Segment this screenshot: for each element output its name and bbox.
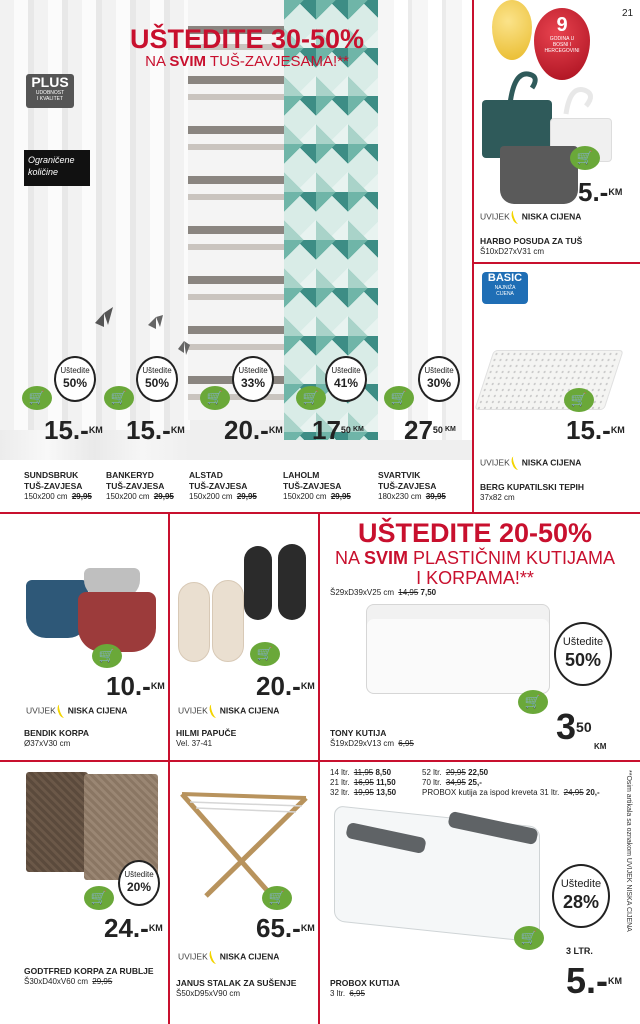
sub-bold: SVIM: [363, 548, 408, 568]
curtain-headline: UŠTEDITE 30-50%: [129, 24, 365, 54]
product-berg: [480, 482, 584, 503]
cart-icon[interactable]: 🛒: [250, 642, 280, 666]
product-name: SVARTVIK: [378, 470, 421, 480]
price-value: 5.-: [566, 960, 609, 1001]
cart-icon[interactable]: 🛒: [564, 388, 594, 412]
tony-box-image: [366, 604, 550, 694]
currency: KM: [170, 425, 185, 435]
price-godtfred: [104, 914, 163, 942]
harbo-hook-icons: [500, 66, 610, 126]
basic-line1: NAJNIŽA: [494, 285, 516, 291]
size: 32 ltr.: [330, 788, 350, 797]
boxes-subheadline-line3: I KORPAMA!**: [416, 568, 534, 588]
probox-row: [422, 768, 632, 778]
basic-title: BASIC: [487, 272, 523, 284]
currency: KM: [300, 923, 315, 933]
tony-variant: [330, 588, 436, 598]
curtain-subheadline: [108, 54, 386, 70]
janus-drying-rack-image: [176, 788, 316, 900]
old: 24,95: [563, 788, 584, 797]
price-alstad: [224, 416, 283, 444]
product-type: TUŠ-ZAVJESA: [378, 481, 437, 491]
footnote-vertical: **Osim artikala sa oznakom UVIJEK NISKA CIJENA: [625, 770, 632, 932]
product-name: GODTFRED KORPA ZA RUBLJE: [24, 966, 154, 976]
limited-line2: količine: [28, 167, 59, 177]
uvijek-label: [480, 210, 581, 224]
divider: [168, 512, 170, 1024]
product-godtfred: [24, 966, 164, 987]
sub-post: PLASTIČNIM KUTIJAMA: [408, 548, 616, 568]
price-value: 65.-: [256, 913, 301, 943]
save-pct: 33%: [240, 376, 266, 390]
currency: KM: [444, 426, 456, 433]
currency: KM: [608, 976, 623, 986]
save-bubble-alstad: [232, 356, 274, 402]
product-dims: [24, 492, 108, 502]
cart-icon[interactable]: 🛒: [92, 644, 122, 668]
price-berg: [566, 416, 625, 444]
product-type: TUŠ-ZAVJESA: [24, 481, 83, 491]
slipper-beige-left: [178, 582, 210, 662]
price-laholm: [312, 416, 364, 444]
currency: KM: [594, 742, 607, 751]
old-price: 29,95: [71, 492, 92, 501]
old-price: 6,95: [398, 739, 414, 748]
save-bubble-tony: [554, 622, 612, 686]
uvijek-right: NISKA CIJENA: [219, 705, 280, 716]
price-value: 15.-: [126, 415, 171, 445]
size: 70 ltr.: [422, 778, 442, 787]
product-name: TONY KUTIJA: [330, 728, 387, 738]
yellow-balloon: [492, 0, 532, 60]
price-svartvik: [404, 416, 456, 444]
variant-dims: Š29xD39xV25 cm: [330, 588, 395, 597]
price-sundsbruk: [44, 416, 103, 444]
balloon-number: 9: [556, 14, 568, 36]
product-probox: [330, 978, 400, 999]
currency: KM: [300, 681, 315, 691]
price-cents: 50: [576, 719, 592, 735]
save-bubble-sundsbruk: [54, 356, 96, 402]
save-pct: 50%: [144, 376, 170, 390]
bath-mat-image: [474, 350, 623, 410]
save-bubble-laholm: [325, 356, 367, 402]
bed-text: PROBOX kutija za ispod kreveta 31 ltr.: [422, 788, 560, 797]
slipper-beige-right: [212, 580, 244, 662]
divider: [0, 512, 640, 514]
size: 21 ltr.: [330, 778, 350, 787]
uvijek-right: NISKA CIJENA: [67, 705, 128, 716]
old-price: 29,95: [236, 492, 257, 501]
price-value: 20.-: [256, 671, 301, 701]
uvijek-label: [480, 456, 581, 470]
save-bubble-godtfred: [118, 860, 160, 906]
product-dims: Vel. 37-41: [176, 739, 213, 748]
price-value: 3: [556, 706, 577, 747]
dims: Š19xD29xV13 cm: [330, 739, 395, 748]
new: 20,-: [585, 788, 600, 797]
divider: [472, 0, 474, 512]
product-dims: 37x82 cm: [480, 493, 515, 502]
harbo-basket-grey: [500, 146, 578, 204]
product-dims: [106, 492, 190, 502]
basic-line2: CIJENA: [496, 291, 514, 297]
balloon-line1: GODINA U: [549, 36, 575, 42]
product-dims: [378, 492, 470, 502]
uvijek-left: UVIJEK: [480, 211, 510, 222]
price-tony: [556, 708, 592, 746]
product-dims: [24, 977, 164, 987]
basic-badge: [482, 272, 528, 304]
probox-size-label: 3 LTR.: [566, 946, 593, 956]
balloon-line2: BOSNI I: [552, 42, 572, 48]
sub-bold: SVIM: [169, 53, 207, 70]
new: 13,50: [376, 788, 397, 797]
currency: KM: [608, 187, 623, 197]
price-hilmi: [256, 672, 315, 700]
save-pct: 28%: [562, 892, 600, 912]
save-bubble-bankeryd: [136, 356, 178, 402]
bendik-basket-red: [78, 592, 156, 652]
product-type: TUŠ-ZAVJESA: [283, 481, 342, 491]
old-price: 29,95: [153, 492, 174, 501]
boxes-subheadline: [330, 548, 620, 568]
godtfred-basket-dark: [26, 772, 88, 872]
divider: [318, 512, 320, 1024]
old-price: 39,95: [425, 492, 446, 501]
price-value: 24.-: [104, 913, 149, 943]
product-dims: [330, 739, 414, 749]
save-word: Uštedite: [238, 366, 268, 375]
save-bubble-svartvik: [418, 356, 460, 402]
currency: KM: [268, 425, 283, 435]
size: 52 ltr.: [422, 768, 442, 777]
old: 11,95: [353, 768, 374, 777]
variant-old: 14,95: [398, 588, 419, 597]
probox-row: [422, 778, 632, 788]
cart-icon[interactable]: 🛒: [514, 926, 544, 950]
save-word: Uštedite: [124, 870, 154, 879]
sub-post: TUŠ-ZAVJESAMA!**: [206, 53, 349, 70]
save-word: Uštedite: [142, 366, 172, 375]
uvijek-label: [26, 704, 127, 718]
cart-icon[interactable]: 🛒: [200, 386, 230, 410]
dims: 150x200 cm: [106, 492, 150, 501]
cart-icon[interactable]: 🛒: [104, 386, 134, 410]
product-dims: [330, 989, 400, 999]
size: 14 ltr.: [330, 768, 350, 777]
uvijek-label: [178, 950, 279, 964]
new: 8,50: [375, 768, 392, 777]
uvijek-right: NISKA CIJENA: [521, 211, 582, 222]
save-pct: 20%: [126, 880, 152, 894]
plus-line2: I KVALITET: [36, 96, 64, 102]
save-word: Uštedite: [60, 366, 90, 375]
product-sundsbruk: [24, 470, 108, 502]
product-name: JANUS STALAK ZA SUŠENJE: [176, 978, 297, 988]
product-name: ALSTAD: [189, 470, 223, 480]
limited-line1: Ograničene: [28, 155, 75, 165]
product-type: TUŠ-ZAVJESA: [106, 481, 165, 491]
save-word: Uštedite: [562, 636, 604, 648]
sub-pre: NA: [334, 548, 364, 568]
plus-badge: [26, 74, 74, 108]
save-word: Uštedite: [560, 878, 602, 890]
divider: [474, 262, 640, 264]
currency: KM: [88, 425, 103, 435]
cart-icon[interactable]: 🛒: [84, 886, 114, 910]
uvijek-label: [178, 704, 279, 718]
product-name: BANKERYD: [106, 470, 154, 480]
product-dims: [189, 492, 281, 502]
save-word: Uštedite: [331, 366, 361, 375]
page-number: 21: [622, 8, 634, 19]
sub-pre: NA: [145, 53, 170, 70]
cart-icon[interactable]: 🛒: [22, 386, 52, 410]
price-value: 27: [404, 415, 433, 445]
uvijek-right: NISKA CIJENA: [219, 951, 280, 962]
uvijek-left: UVIJEK: [178, 705, 208, 716]
price-probox: [566, 962, 622, 1000]
uvijek-left: UVIJEK: [480, 457, 510, 468]
product-name: HARBO POSUDA ZA TUŠ: [480, 236, 583, 246]
old: 29,95: [445, 768, 466, 777]
dims: Š30xD40xV60 cm: [24, 977, 89, 986]
product-alstad: [189, 470, 281, 502]
product-name: LAHOLM: [283, 470, 320, 480]
old-price: 6,95: [349, 989, 365, 998]
price-cents: 50: [340, 425, 351, 435]
product-tony: [330, 728, 414, 749]
price-bankeryd: [126, 416, 185, 444]
product-dims: Š10xD27xV31 cm: [480, 247, 545, 256]
product-type: TUŠ-ZAVJESA: [189, 481, 248, 491]
price-cents: 50: [432, 425, 443, 435]
uvijek-left: UVIJEK: [26, 705, 56, 716]
new: 22,50: [468, 768, 489, 777]
divider: [0, 760, 320, 762]
product-name: PROBOX KUTIJA: [330, 978, 400, 988]
balloon-line3: HERCEGOVINI: [544, 48, 580, 54]
product-hilmi: [176, 728, 236, 749]
product-bendik: [24, 728, 89, 749]
product-name: BERG KUPATILSKI TEPIH: [480, 482, 585, 492]
cart-icon[interactable]: 🛒: [518, 690, 548, 714]
old-price: 29,95: [92, 977, 113, 986]
dims: 180x230 cm: [378, 492, 422, 501]
cart-icon[interactable]: 🛒: [384, 386, 414, 410]
cart-icon[interactable]: 🛒: [570, 146, 600, 170]
plus-title: PLUS: [31, 74, 69, 90]
dims: 150x200 cm: [189, 492, 233, 501]
product-dims: [283, 492, 375, 502]
product-svartvik: [378, 470, 470, 502]
price-value: 20.-: [224, 415, 269, 445]
slipper-black-left: [244, 546, 272, 620]
product-bankeryd: [106, 470, 190, 502]
butterfly-icons: [90, 305, 200, 365]
price-value: 5.-: [578, 177, 609, 207]
save-pct: 41%: [333, 376, 359, 390]
price-harbo: [578, 178, 622, 206]
save-pct: 50%: [62, 376, 88, 390]
product-dims: Ø37xV30 cm: [24, 739, 71, 748]
save-word: Uštedite: [424, 366, 454, 375]
product-harbo: [480, 236, 582, 257]
probox-bed-row: [422, 788, 632, 798]
product-name: HILMI PAPUČE: [176, 728, 237, 738]
currency: KM: [610, 425, 625, 435]
boxes-headline: UŠTEDITE 20-50%: [357, 518, 593, 548]
save-pct: 30%: [426, 376, 452, 390]
cart-icon[interactable]: 🛒: [296, 386, 326, 410]
uvijek-left: UVIJEK: [178, 951, 208, 962]
price-value: 15.-: [44, 415, 89, 445]
price-value: 10.-: [106, 671, 151, 701]
product-name: BENDIK KORPA: [24, 728, 90, 738]
price-value: 17: [312, 415, 341, 445]
currency: KM: [352, 426, 364, 433]
cart-icon[interactable]: 🛒: [262, 886, 292, 910]
product-janus: [176, 978, 296, 999]
currency: KM: [148, 923, 163, 933]
variant-new: 7,50: [420, 588, 437, 597]
price-janus: [256, 914, 315, 942]
old: 34,95: [445, 778, 466, 787]
save-bubble-probox: [552, 864, 610, 928]
plus-line1: UDOBNOST: [35, 90, 65, 96]
product-dims: Š50xD95xV90 cm: [176, 989, 241, 998]
product-name: SUNDSBRUK: [24, 470, 79, 480]
divider: [320, 760, 640, 762]
dims: 3 ltr.: [330, 989, 346, 998]
uvijek-right: NISKA CIJENA: [521, 457, 582, 468]
old: 19,95: [353, 788, 374, 797]
dims: 150x200 cm: [24, 492, 68, 501]
slipper-black-right: [278, 544, 306, 620]
new: 25,-: [468, 778, 482, 787]
product-laholm: [283, 470, 375, 502]
limited-quantity-label: [24, 150, 90, 186]
dims: 150x200 cm: [283, 492, 327, 501]
old: 16,95: [353, 778, 374, 787]
old-price: 29,95: [330, 492, 351, 501]
price-value: 15.-: [566, 415, 611, 445]
new: 11,50: [376, 778, 396, 787]
save-pct: 50%: [564, 650, 602, 670]
price-bendik: [106, 672, 165, 700]
currency: KM: [150, 681, 165, 691]
probox-list-right: [422, 768, 632, 798]
